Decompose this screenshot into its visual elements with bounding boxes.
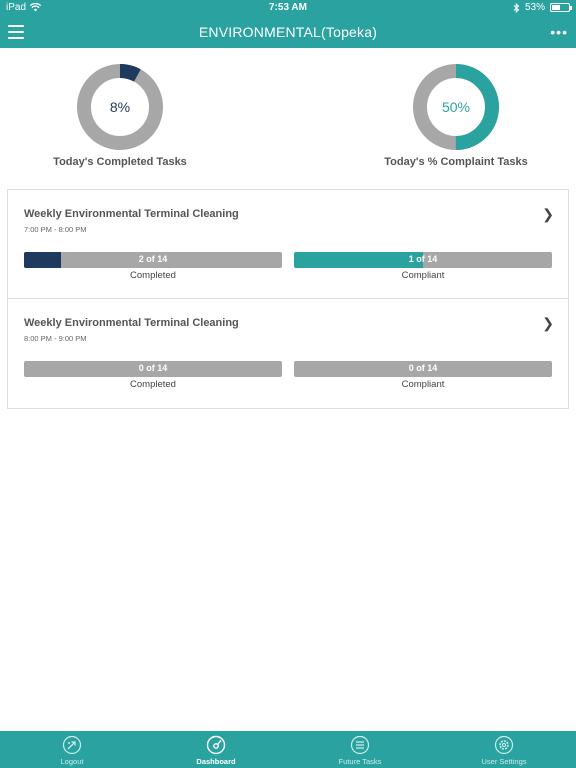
tab-logout[interactable] xyxy=(0,731,144,768)
chevron-right-icon[interactable]: ❯ xyxy=(542,206,554,222)
task-title: Weekly Environmental Terminal Cleaning xyxy=(24,208,239,220)
compliant-percent: 50% xyxy=(441,99,471,115)
completed-percent: 8% xyxy=(109,99,131,115)
status-right xyxy=(513,2,570,13)
compliant-label: Compliant xyxy=(401,379,445,390)
gear-icon xyxy=(494,735,514,755)
logout-icon xyxy=(62,735,82,755)
completed-summary xyxy=(30,62,210,168)
task-title: Weekly Environmental Terminal Cleaning xyxy=(24,317,239,329)
task-card[interactable] xyxy=(8,299,568,408)
tab-label: Future Tasks xyxy=(338,757,382,766)
chevron-right-icon[interactable]: ❯ xyxy=(542,315,554,331)
tab-future-tasks[interactable] xyxy=(288,731,432,768)
completed-donut-chart xyxy=(75,62,165,152)
bluetooth-icon xyxy=(513,3,520,13)
tab-bar xyxy=(0,731,576,768)
battery-fill xyxy=(552,5,560,10)
tab-dashboard[interactable] xyxy=(144,731,288,768)
tab-label: User Settings xyxy=(481,757,527,766)
more-options-icon[interactable]: ••• xyxy=(550,24,568,40)
compliant-progress-text: 1 of 14 xyxy=(408,254,438,264)
completed-progress-text: 2 of 14 xyxy=(138,254,168,264)
completed-progress-bar xyxy=(24,361,282,377)
compliant-progress-bar xyxy=(294,252,552,268)
page-title: ENVIRONMENTAL(Topeka) xyxy=(198,24,378,40)
battery-icon xyxy=(550,3,570,12)
task-list xyxy=(7,189,569,409)
carrier-label: iPad xyxy=(6,2,27,13)
tab-label: Dashboard xyxy=(196,757,236,766)
list-icon xyxy=(350,735,370,755)
completed-progress-bar xyxy=(24,252,282,268)
nav-bar xyxy=(0,16,576,48)
compliant-caption: Today's % Complaint Tasks xyxy=(384,156,528,168)
tab-label: Logout xyxy=(60,757,84,766)
task-time: 7:00 PM - 8:00 PM xyxy=(24,225,87,234)
battery-percent: 53% xyxy=(524,2,545,13)
compliant-label: Compliant xyxy=(401,270,445,281)
status-time: 7:53 AM xyxy=(269,2,307,13)
completed-caption: Today's Completed Tasks xyxy=(53,156,187,168)
completed-label: Completed xyxy=(130,270,176,281)
compliant-progress-bar xyxy=(294,361,552,377)
completed-progress-text: 0 of 14 xyxy=(138,363,168,373)
compliant-summary xyxy=(366,62,546,168)
compliant-progress-text: 0 of 14 xyxy=(408,363,438,373)
status-bar xyxy=(0,0,576,16)
task-time: 8:00 PM - 9:00 PM xyxy=(24,334,87,343)
task-card[interactable] xyxy=(8,190,568,299)
compliant-donut-chart xyxy=(411,62,501,152)
tab-user-settings[interactable] xyxy=(432,731,576,768)
completed-label: Completed xyxy=(130,379,176,390)
dashboard-icon xyxy=(206,735,226,755)
